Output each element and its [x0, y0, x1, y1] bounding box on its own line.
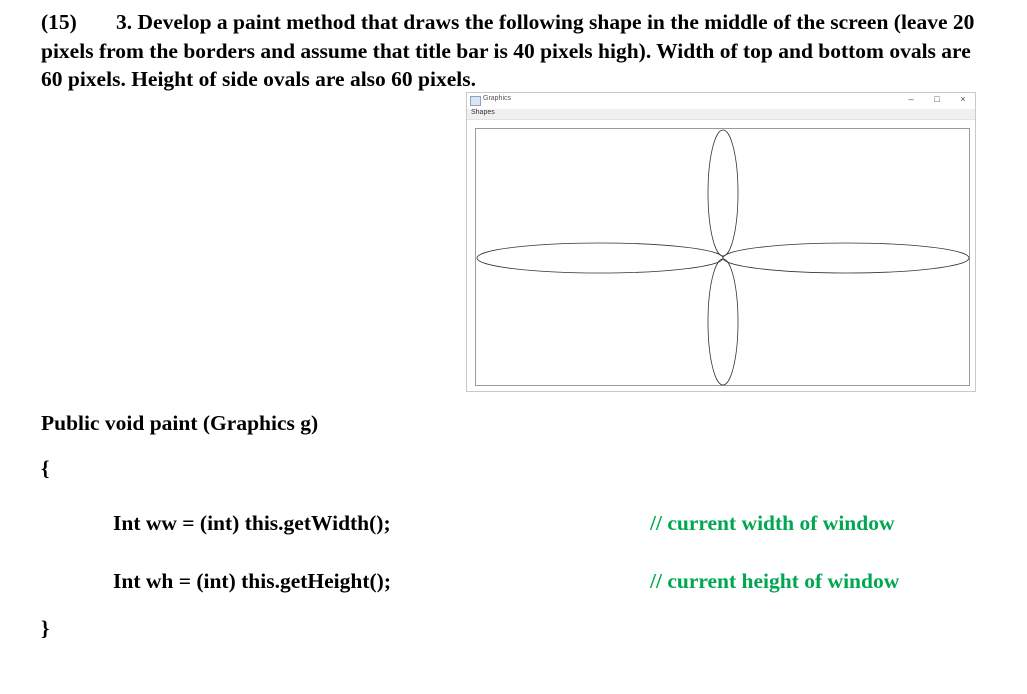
problem-text: 3. Develop a paint method that draws the following shape in the middle of the screen (leave 20 pixels from the borders and assume that title bar is 40 pixels high). Width of top and bottom ovals are 60 pixels. Height of side ovals are also 60 pixels. [41, 10, 975, 91]
drawing-canvas [475, 128, 970, 386]
close-brace: } [41, 616, 50, 640]
maximize-icon: □ [934, 94, 940, 104]
graphics-window-screenshot [466, 92, 976, 392]
minimize-icon: – [908, 94, 914, 104]
oval-shape [476, 129, 971, 387]
bottom-oval [708, 259, 738, 385]
window-menubar [467, 109, 975, 120]
method-signature: Public void paint (Graphics g) [41, 411, 319, 435]
problem-statement [41, 8, 981, 94]
comment-width: // current width of window [650, 511, 895, 535]
top-oval [708, 130, 738, 256]
code-line-width: Int ww = (int) this.getWidth(); [113, 511, 391, 535]
right-oval [723, 243, 969, 273]
code-line-height: Int wh = (int) this.getHeight(); [113, 569, 391, 593]
java-app-icon [470, 96, 481, 106]
problem-number: (15) [41, 10, 77, 34]
comment-height: // current height of window [650, 569, 900, 593]
window-titlebar [467, 93, 975, 109]
open-brace: { [41, 456, 50, 480]
close-icon: × [960, 94, 966, 104]
menu-shapes: Shapes [471, 109, 495, 116]
window-title: Graphics [483, 95, 512, 102]
left-oval [477, 243, 723, 273]
